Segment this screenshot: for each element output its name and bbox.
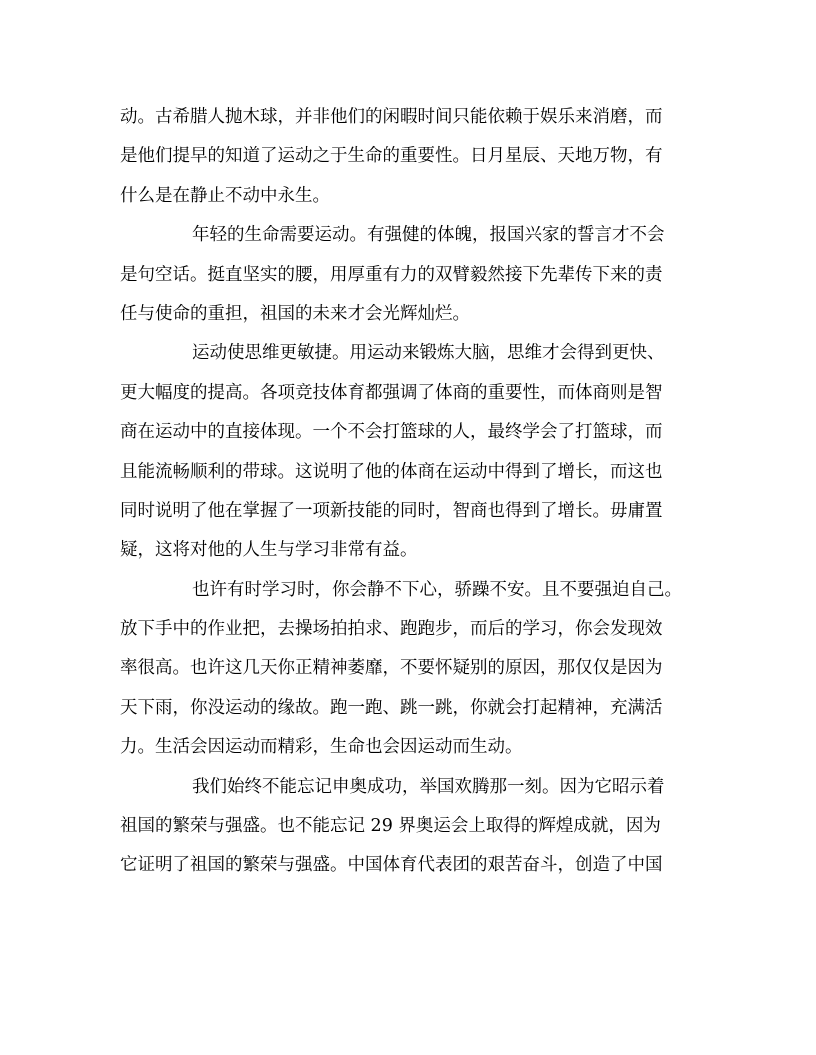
text-line: 动。古希腊人抛木球，并非他们的闲暇时间只能依赖于娱乐来消磨，而 bbox=[120, 107, 663, 127]
text-line: 年轻的生命需要运动。有强健的体魄，报国兴家的誓言才不会 bbox=[192, 225, 665, 246]
text-line: 力。生活会因运动而精彩，生命也会因运动而生动。 bbox=[120, 737, 523, 758]
text-line: 什么是在静止不动中永生。 bbox=[120, 185, 330, 206]
text-line: 是他们提早的知道了运动之于生命的重要性。日月星辰、天地万物，有 bbox=[120, 146, 663, 167]
paragraph-5 bbox=[120, 768, 696, 886]
paragraph-4 bbox=[120, 571, 696, 768]
text-line: 我们始终不能忘记申奥成功，举国欢腾那一刻。因为它昭示着 bbox=[192, 776, 665, 797]
paragraph-1 bbox=[120, 98, 696, 216]
text-line: 它证明了祖国的繁荣与强盛。中国体育代表团的艰苦奋斗，创造了中国 bbox=[120, 855, 663, 876]
text-line: 商在运动中的直接体现。一个不会打篮球的人，最终学会了打篮球，而 bbox=[120, 422, 663, 443]
text-line: 祖国的繁荣与强盛。也不能忘记 29 界奥运会上取得的辉煌成就，因为 bbox=[120, 816, 661, 837]
paragraph-3 bbox=[120, 334, 696, 570]
paragraph-2 bbox=[120, 216, 696, 334]
text-line: 也许有时学习时，你会静不下心，骄躁不安。且不要强迫自己。 bbox=[192, 579, 682, 600]
text-line: 且能流畅顺利的带球。这说明了他的体商在运动中得到了增长，而这也 bbox=[120, 461, 663, 482]
text-line: 任与使命的重担，祖国的未来才会光辉灿烂。 bbox=[120, 303, 470, 324]
text-line: 运动使思维更敏捷。用运动来锻炼大脑，思维才会得到更快、 bbox=[192, 343, 665, 364]
text-line: 率很高。也许这几天你正精神萎靡，不要怀疑别的原因，那仅仅是因为 bbox=[120, 658, 663, 679]
text-line: 放下手中的作业把，去操场拍拍求、跑跑步，而后的学习，你会发现效 bbox=[120, 619, 663, 640]
text-line: 是句空话。挺直坚实的腰，用厚重有力的双臂毅然接下先辈传下来的责 bbox=[120, 264, 663, 285]
text-line: 同时说明了他在掌握了一项新技能的同时，智商也得到了增长。毋庸置 bbox=[120, 500, 663, 521]
text-line: 天下雨，你没运动的缘故。跑一跑、跳一跳，你就会打起精神，充满活 bbox=[120, 697, 663, 718]
text-line: 疑，这将对他的人生与学习非常有益。 bbox=[120, 540, 418, 561]
document-body bbox=[120, 98, 696, 886]
text-line: 更大幅度的提高。各项竞技体育都强调了体商的重要性，而体商则是智 bbox=[120, 382, 663, 403]
